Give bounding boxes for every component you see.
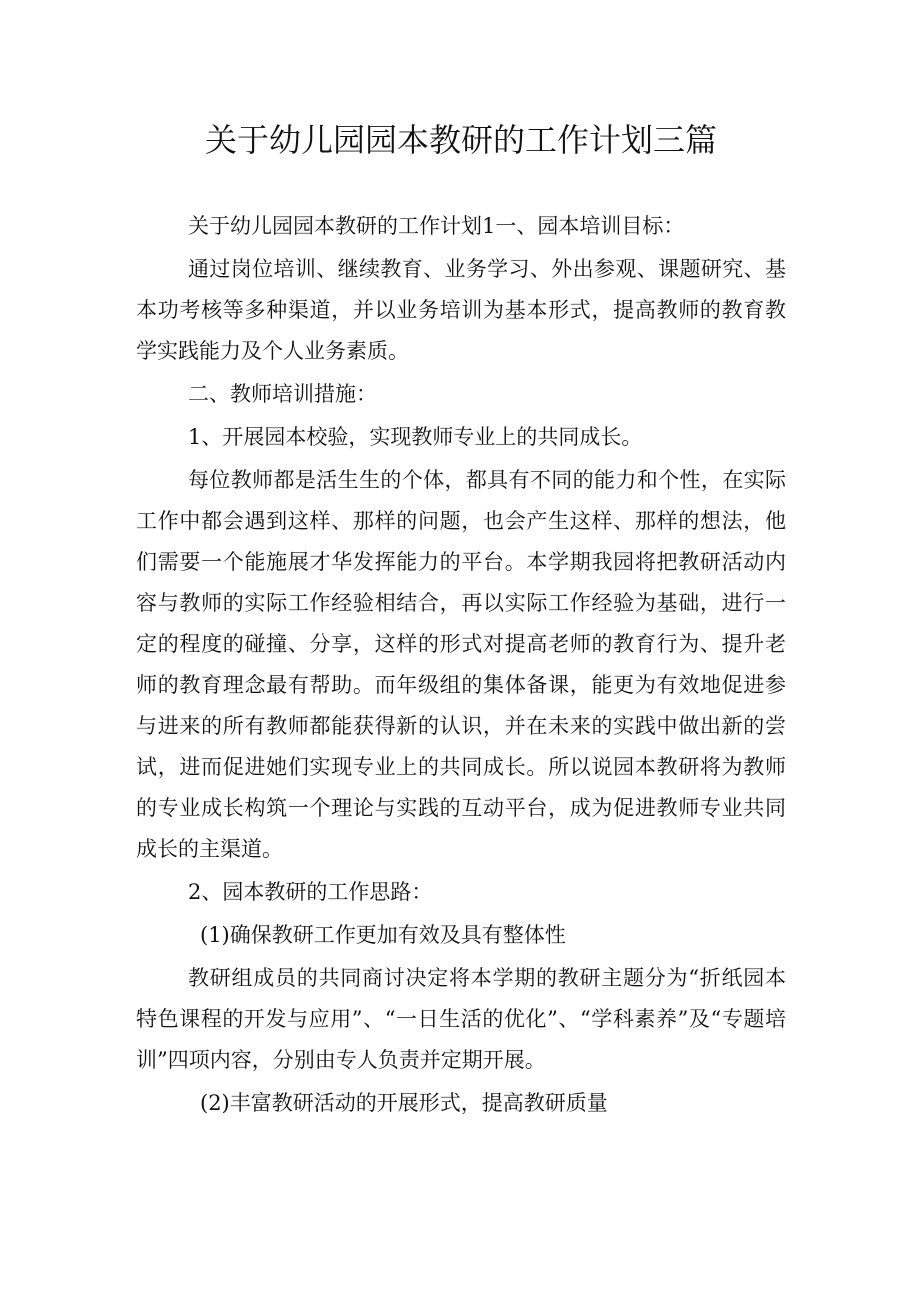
heading-work-ideas: 2、园本教研的工作思路： bbox=[188, 880, 433, 904]
subheading-research-forms: (2)丰富教研活动的开展形式，提高教研质量 bbox=[200, 1091, 608, 1115]
paragraph-intro-goal: 关于幼儿园园本教研的工作计划1一、园本培训目标： bbox=[188, 214, 685, 238]
paragraph-training-channels: 通过岗位培训、继续教育、业务学习、外出参观、课题研究、基本功考核等多种渠道，并以业务培训为基本形式，提高教师的教育教学实践能力及个人业务素质。 bbox=[136, 257, 786, 363]
heading-school-based-research: 1、开展园本校验，实现教师专业上的共同成长。 bbox=[188, 425, 643, 449]
document-title: 关于幼儿园园本教研的工作计划三篇 bbox=[204, 121, 717, 159]
heading-training-measures: 二、教师培训措施： bbox=[188, 382, 377, 406]
paragraph-research-topics: 教研组成员的共同商讨决定将本学期的教研主题分为“折纸园本特色课程的开发与应用”、“一日生活的优化”、“学科素养”及“专题培训”四项内容，分别由专人负责并定期开展。 bbox=[136, 966, 786, 1072]
document-body bbox=[136, 206, 786, 1124]
subheading-effective-research: (1)确保教研工作更加有效及具有整体性 bbox=[200, 923, 566, 947]
paragraph-teacher-growth: 每位教师都是活生生的个体，都具有不同的能力和个性，在实际工作中都会遇到这样、那样的问题，也会产生这样、那样的想法，他们需要一个能施展才华发挥能力的平台。本学期我园将把教研活动内容与教师的实际工作经验相结合，再以实际工作经验为基础，进行一定的程度的碰撞、分享，这样的形式对提高老师的教育行为、提升老师的教育理念最有帮助。而年级组的集体备课，能更为有效地促进参与进来的所有教师都能获得新的认识，并在未来的实践中做出新的尝试，进而促进她们实现专业上的共同成长。所以说园本教研将为教师的专业成长构筑一个理论与实践的互动平台，成为促进教师专业共同成长的主渠道。 bbox=[136, 468, 786, 861]
